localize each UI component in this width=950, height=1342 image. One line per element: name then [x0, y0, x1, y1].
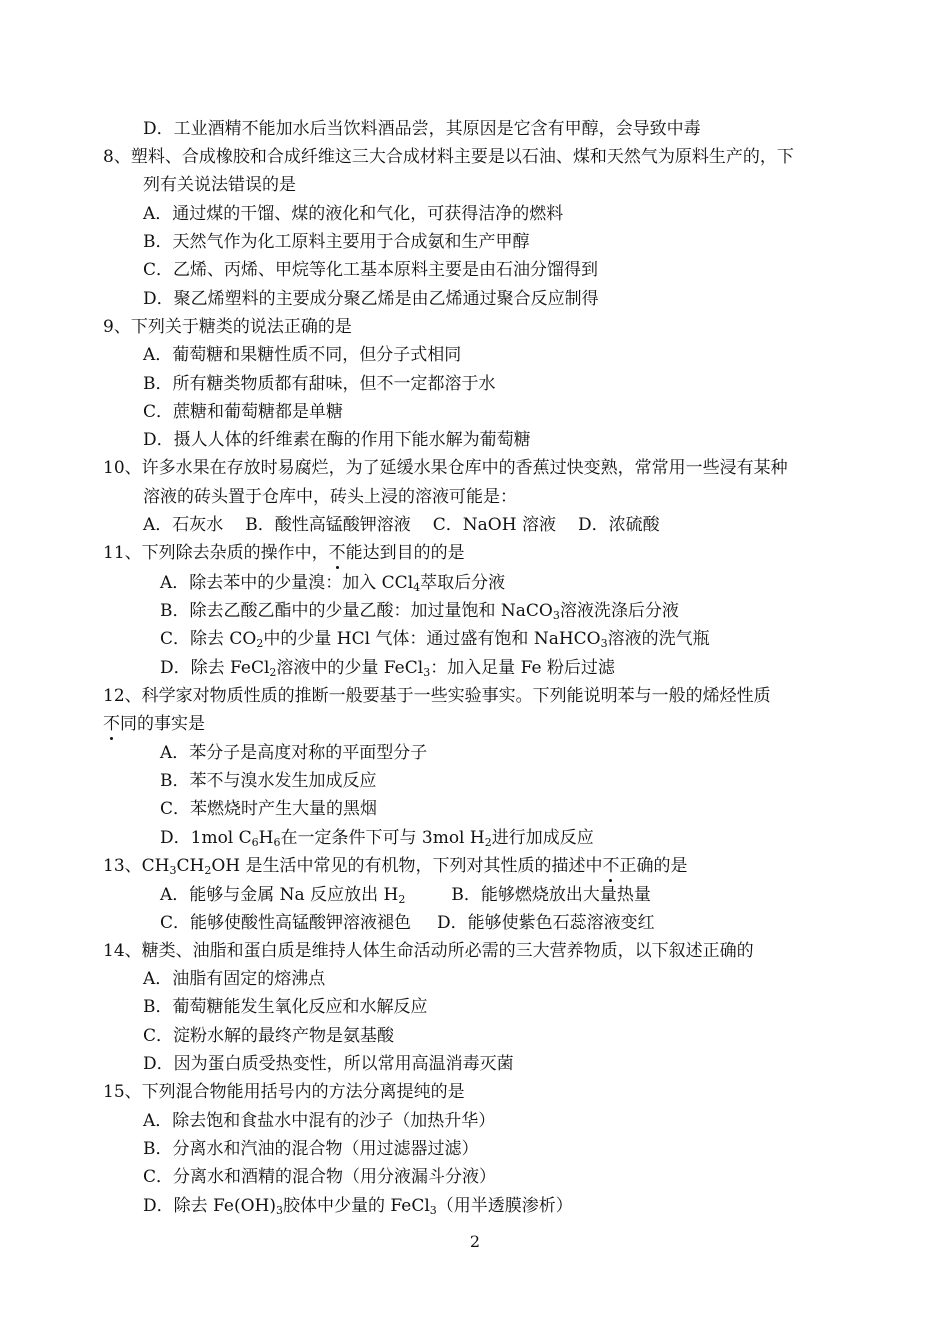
- page-number: 2: [469, 1232, 481, 1251]
- q13-option-c: C．能够使酸性高锰酸钾溶液褪色: [160, 913, 412, 933]
- q13-option-a: A．能够与金属 Na 反应放出 $H_2$: [160, 885, 406, 906]
- q14-option-c: C．淀粉水解的最终产物是氨基酸: [143, 1026, 395, 1046]
- q7-option-d: D．工业酒精不能加水后当饮料酒品尝，其原因是它含有甲醇，会导致中毒: [143, 119, 701, 139]
- q12-stem-line1: 12、科学家对物质性质的推断一般要基于一些实验事实。下列能说明苯与一般的烯烃性质: [103, 686, 771, 706]
- q9-option-a: A．葡萄糖和果糖性质不同，但分子式相同: [143, 345, 462, 365]
- q11-stem-pre: 11、下列除去杂质的操作中，: [103, 543, 329, 563]
- q13-option-b: B．能够燃烧放出大量热量: [451, 885, 651, 905]
- q12-emphasis-not: 不: [103, 714, 120, 734]
- q8-stem-line2: 列有关说法错误的是: [143, 175, 296, 195]
- q12-option-d: D．1mol $C_6H_6$在一定条件下可与 3mol $H_2$进行加成反应: [160, 828, 594, 849]
- q13-option-d: D．能够使紫色石蕊溶液变红: [437, 913, 655, 933]
- q9-option-b: B．所有糖类物质都有甜味，但不一定都溶于水: [143, 374, 496, 394]
- q12-stem-line2: 不同的事实是: [103, 714, 205, 734]
- q8-option-c: C．乙烯、丙烯、甲烷等化工基本原料主要是由石油分馏得到: [143, 260, 599, 280]
- q14-option-b: B．葡萄糖能发生氧化反应和水解反应: [143, 997, 428, 1017]
- q13-stem: 13、$CH_3CH_2OH$ 是生活中常见的有机物，下列对其性质的描述中不正确的是: [103, 856, 688, 877]
- q13-emphasis-not: 不: [602, 856, 620, 876]
- q8-stem-line1: 8、塑料、合成橡胶和合成纤维这三大合成材料主要是以石油、煤和天然气为原料生产的，下: [103, 147, 794, 167]
- q9-option-d: D．摄人人体的纤维素在酶的作用下能水解为葡萄糖: [143, 430, 531, 450]
- q11-option-c: C．除去 $CO_2$中的少量 HCl 气体：通过盛有饱和 NaHCO$_3$溶液的洗气瓶: [160, 629, 710, 650]
- q15-option-d: D．除去 $Fe(OH)_3$胶体中少量的 FeCl$_3$（用半透膜渗析）: [143, 1196, 573, 1217]
- q14-option-a: A．油脂有固定的熔沸点: [143, 969, 326, 989]
- q12-option-b: B．苯不与溴水发生加成反应: [160, 771, 377, 791]
- q11-option-a: A．除去苯中的少量溴：加入 CCl$_4$萃取后分液: [160, 573, 506, 594]
- q10-option-b: B．酸性高锰酸钾溶液: [245, 515, 411, 535]
- q15-option-c: C．分离水和酒精的混合物（用分液漏斗分液）: [143, 1167, 497, 1187]
- q15-option-a: A．除去饱和食盐水中混有的沙子（加热升华）: [143, 1111, 496, 1131]
- q10-options: [143, 514, 660, 536]
- q10-option-d: D．浓硫酸: [577, 515, 660, 535]
- q14-option-d: D．因为蛋白质受热变性，所以常用高温消毒灭菌: [143, 1054, 514, 1074]
- q10-stem-line1: 10、许多水果在存放时易腐烂，为了延缓水果仓库中的香蕉过快变熟，常常用一些浸有某种: [103, 458, 788, 478]
- q8-option-b: B．天然气作为化工原料主要用于合成氨和生产甲醇: [143, 232, 530, 252]
- q12-option-c: C．苯燃烧时产生大量的黑烟: [160, 799, 378, 819]
- q15-stem: 15、下列混合物能用括号内的方法分离提纯的是: [103, 1082, 465, 1102]
- q14-stem: 14、糖类、油脂和蛋白质是维持人体生命活动所必需的三大营养物质，以下叙述正确的: [103, 941, 754, 961]
- q10-option-a: A．石灰水: [143, 515, 224, 535]
- q10-stem-line2: 溶液的砖头置于仓库中，砖头上浸的溶液可能是：: [143, 487, 517, 507]
- q13-options-ab: [160, 884, 651, 906]
- q8-option-d: D．聚乙烯塑料的主要成分聚乙烯是由乙烯通过聚合反应制得: [143, 289, 599, 309]
- q8-option-a: A．通过煤的干馏、煤的液化和气化，可获得洁净的燃料: [143, 204, 564, 224]
- q11-option-d: D．除去 FeCl$_2$溶液中的少量 FeCl$_3$：加入足量 Fe 粉后过滤: [160, 658, 615, 679]
- q13-options-cd: [160, 912, 655, 934]
- q11-option-b: B．除去乙酸乙酯中的少量乙酸：加过量饱和 NaCO$_3$溶液洗涤后分液: [160, 601, 679, 622]
- q9-stem: 9、下列关于糖类的说法正确的是: [103, 317, 352, 337]
- q11-stem-post: 能达到目的的是: [345, 543, 465, 563]
- q9-option-c: C．蔗糖和葡萄糖都是单糖: [143, 402, 344, 422]
- q11-stem: [103, 542, 465, 564]
- q10-option-c: C．NaOH 溶液: [432, 515, 556, 535]
- q11-emphasis-not: 不: [328, 543, 346, 563]
- q15-option-b: B．分离水和汽油的混合物（用过滤器过滤）: [143, 1139, 479, 1159]
- q12-option-a: A．苯分子是高度对称的平面型分子: [160, 743, 428, 763]
